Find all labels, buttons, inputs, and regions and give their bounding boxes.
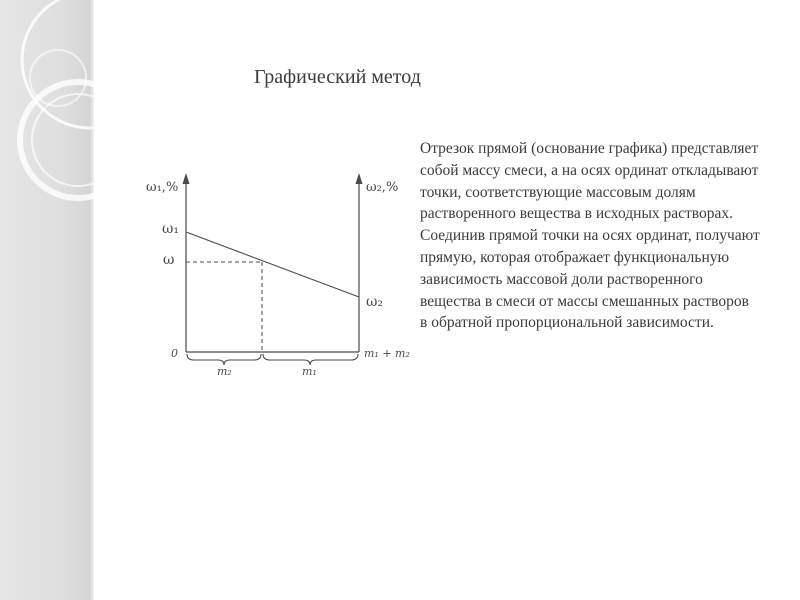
- deco-circle-inner: [32, 94, 124, 186]
- slide-description: Отрезок прямой (основание графика) представляет собой массу смеси, а на осях ординат откладывают точки, соответствующие массовым долям растворенного вещества в исходных растворах. Соединив прямой точки на осях ординат, получают прямую, которая отображает функциональную зависимость массовой доли растворенного вещества в смеси от массы смешанных растворов в обратной пропорциональной зависимости.: [420, 140, 760, 332]
- mixing-diagram: [130, 160, 415, 390]
- m1-label: m₁: [302, 365, 317, 378]
- omega2-label: ω₂: [366, 294, 384, 310]
- slide-title: Графический метод: [254, 66, 421, 88]
- left-axis-label: ω₁,%: [146, 180, 179, 195]
- right-axis-label: ω₂,%: [366, 180, 399, 195]
- m2-label: m₂: [217, 365, 232, 378]
- deco-circle-mid: [20, 82, 136, 198]
- base-label: m₁ + m₂: [364, 347, 410, 360]
- right-axis-arrow: [356, 173, 363, 184]
- m1-brace: [263, 354, 358, 365]
- left-axis-arrow: [183, 173, 190, 184]
- omega1-label: ω₁: [162, 221, 180, 237]
- m2-brace: [187, 354, 261, 365]
- mixing-line: [186, 232, 359, 297]
- omega-label: ω: [163, 252, 175, 268]
- origin-label: 0: [171, 347, 178, 360]
- deco-circle-large: [22, 0, 158, 128]
